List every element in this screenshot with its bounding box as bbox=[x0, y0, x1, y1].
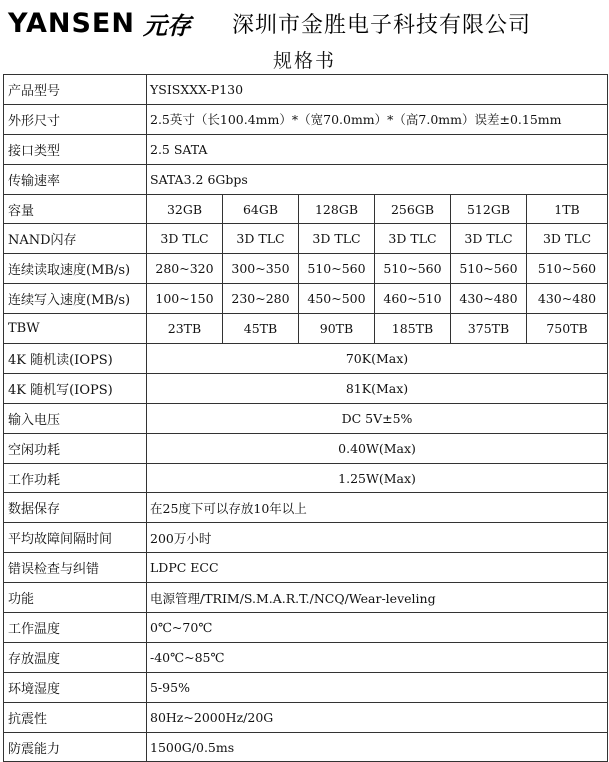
spec-row bbox=[4, 134, 608, 164]
spec-value: 电源管理/TRIM/S.M.A.R.T./NCQ/Wear-leveling bbox=[147, 583, 608, 613]
spec-capacity-cell: 510~560 bbox=[527, 254, 608, 284]
spec-value: 在25度下可以存放10年以上 bbox=[147, 493, 608, 523]
spec-row bbox=[4, 583, 608, 613]
logo-cjk-wordmark: 元存 bbox=[142, 11, 191, 40]
spec-capacity-cell: 510~560 bbox=[451, 254, 527, 284]
spec-capacity-cell: 450~500 bbox=[299, 284, 375, 314]
spec-label: NAND闪存 bbox=[4, 224, 147, 254]
spec-label: 数据保存 bbox=[4, 493, 147, 523]
spec-row bbox=[4, 553, 608, 583]
spec-capacity-cell: 750TB bbox=[527, 314, 608, 344]
spec-capacity-cell: 460~510 bbox=[375, 284, 451, 314]
spec-row bbox=[4, 344, 608, 374]
spec-label: 传输速率 bbox=[4, 164, 147, 194]
spec-row bbox=[4, 732, 608, 762]
spec-label: 环境湿度 bbox=[4, 672, 147, 702]
spec-row bbox=[4, 642, 608, 672]
spec-row bbox=[4, 493, 608, 523]
spec-label: 输入电压 bbox=[4, 403, 147, 433]
spec-label: 外形尺寸 bbox=[4, 104, 147, 134]
spec-capacity-cell: 510~560 bbox=[299, 254, 375, 284]
spec-table bbox=[3, 74, 608, 762]
spec-value: 5-95% bbox=[147, 672, 608, 702]
spec-row bbox=[4, 104, 608, 134]
spec-label: 4K 随机写(IOPS) bbox=[4, 373, 147, 403]
spec-row bbox=[4, 672, 608, 702]
spec-value: DC 5V±5% bbox=[147, 403, 608, 433]
spec-label: 存放温度 bbox=[4, 642, 147, 672]
spec-label: 4K 随机读(IOPS) bbox=[4, 344, 147, 374]
spec-row bbox=[4, 702, 608, 732]
spec-capacity-cell: 280~320 bbox=[147, 254, 223, 284]
spec-row bbox=[4, 194, 608, 224]
spec-capacity-cell: 64GB bbox=[223, 194, 299, 224]
spec-row bbox=[4, 463, 608, 493]
spec-value: YSISXXX-P130 bbox=[147, 75, 608, 105]
spec-row bbox=[4, 75, 608, 105]
spec-row bbox=[4, 403, 608, 433]
spec-row bbox=[4, 613, 608, 643]
spec-capacity-cell: 230~280 bbox=[223, 284, 299, 314]
spec-capacity-cell: 512GB bbox=[451, 194, 527, 224]
spec-capacity-cell: 90TB bbox=[299, 314, 375, 344]
spec-value: 70K(Max) bbox=[147, 344, 608, 374]
document-header bbox=[0, 0, 609, 73]
spec-label: 平均故障间隔时间 bbox=[4, 523, 147, 553]
spec-value: 0℃~70℃ bbox=[147, 613, 608, 643]
spec-value: 0.40W(Max) bbox=[147, 433, 608, 463]
spec-value: LDPC ECC bbox=[147, 553, 608, 583]
spec-value: -40℃~85℃ bbox=[147, 642, 608, 672]
spec-value: 200万小时 bbox=[147, 523, 608, 553]
spec-capacity-cell: 45TB bbox=[223, 314, 299, 344]
spec-row bbox=[4, 284, 608, 314]
spec-capacity-cell: 375TB bbox=[451, 314, 527, 344]
spec-label: 容量 bbox=[4, 194, 147, 224]
spec-value: 80Hz~2000Hz/20G bbox=[147, 702, 608, 732]
spec-row bbox=[4, 314, 608, 344]
spec-label: 工作功耗 bbox=[4, 463, 147, 493]
spec-value: 2.5 SATA bbox=[147, 134, 608, 164]
spec-value: 1.25W(Max) bbox=[147, 463, 608, 493]
spec-capacity-cell: 510~560 bbox=[375, 254, 451, 284]
spec-label: 工作温度 bbox=[4, 613, 147, 643]
spec-label: 错误检查与纠错 bbox=[4, 553, 147, 583]
spec-row bbox=[4, 254, 608, 284]
spec-value: 1500G/0.5ms bbox=[147, 732, 608, 762]
spec-row bbox=[4, 373, 608, 403]
spec-label: 接口类型 bbox=[4, 134, 147, 164]
spec-capacity-cell: 3D TLC bbox=[299, 224, 375, 254]
spec-label: 功能 bbox=[4, 583, 147, 613]
spec-capacity-cell: 300~350 bbox=[223, 254, 299, 284]
spec-capacity-cell: 3D TLC bbox=[527, 224, 608, 254]
spec-capacity-cell: 3D TLC bbox=[451, 224, 527, 254]
spec-capacity-cell: 23TB bbox=[147, 314, 223, 344]
spec-capacity-cell: 430~480 bbox=[527, 284, 608, 314]
spec-label: 连续写入速度(MB/s) bbox=[4, 284, 147, 314]
spec-value: SATA3.2 6Gbps bbox=[147, 164, 608, 194]
spec-capacity-cell: 256GB bbox=[375, 194, 451, 224]
spec-row bbox=[4, 433, 608, 463]
spec-capacity-cell: 3D TLC bbox=[223, 224, 299, 254]
spec-capacity-cell: 430~480 bbox=[451, 284, 527, 314]
company-name: 深圳市金胜电子科技有限公司 bbox=[232, 13, 532, 38]
spec-capacity-cell: 3D TLC bbox=[147, 224, 223, 254]
spec-capacity-cell: 3D TLC bbox=[375, 224, 451, 254]
spec-capacity-cell: 100~150 bbox=[147, 284, 223, 314]
spec-capacity-cell: 128GB bbox=[299, 194, 375, 224]
spec-label: 连续读取速度(MB/s) bbox=[4, 254, 147, 284]
spec-capacity-cell: 32GB bbox=[147, 194, 223, 224]
spec-value: 2.5英寸（长100.4mm）*（宽70.0mm）*（高7.0mm）误差±0.15mm bbox=[147, 104, 608, 134]
brand-logo bbox=[8, 6, 191, 40]
spec-label: 防震能力 bbox=[4, 732, 147, 762]
document-title: 规格书 bbox=[272, 50, 336, 72]
spec-label: TBW bbox=[4, 314, 147, 344]
spec-value: 81K(Max) bbox=[147, 373, 608, 403]
spec-row bbox=[4, 523, 608, 553]
spec-label: 产品型号 bbox=[4, 75, 147, 105]
spec-row bbox=[4, 224, 608, 254]
logo-wordmark: YANSEN bbox=[8, 7, 135, 39]
spec-label: 空闲功耗 bbox=[4, 433, 147, 463]
spec-capacity-cell: 1TB bbox=[527, 194, 608, 224]
spec-row bbox=[4, 164, 608, 194]
spec-label: 抗震性 bbox=[4, 702, 147, 732]
spec-capacity-cell: 185TB bbox=[375, 314, 451, 344]
